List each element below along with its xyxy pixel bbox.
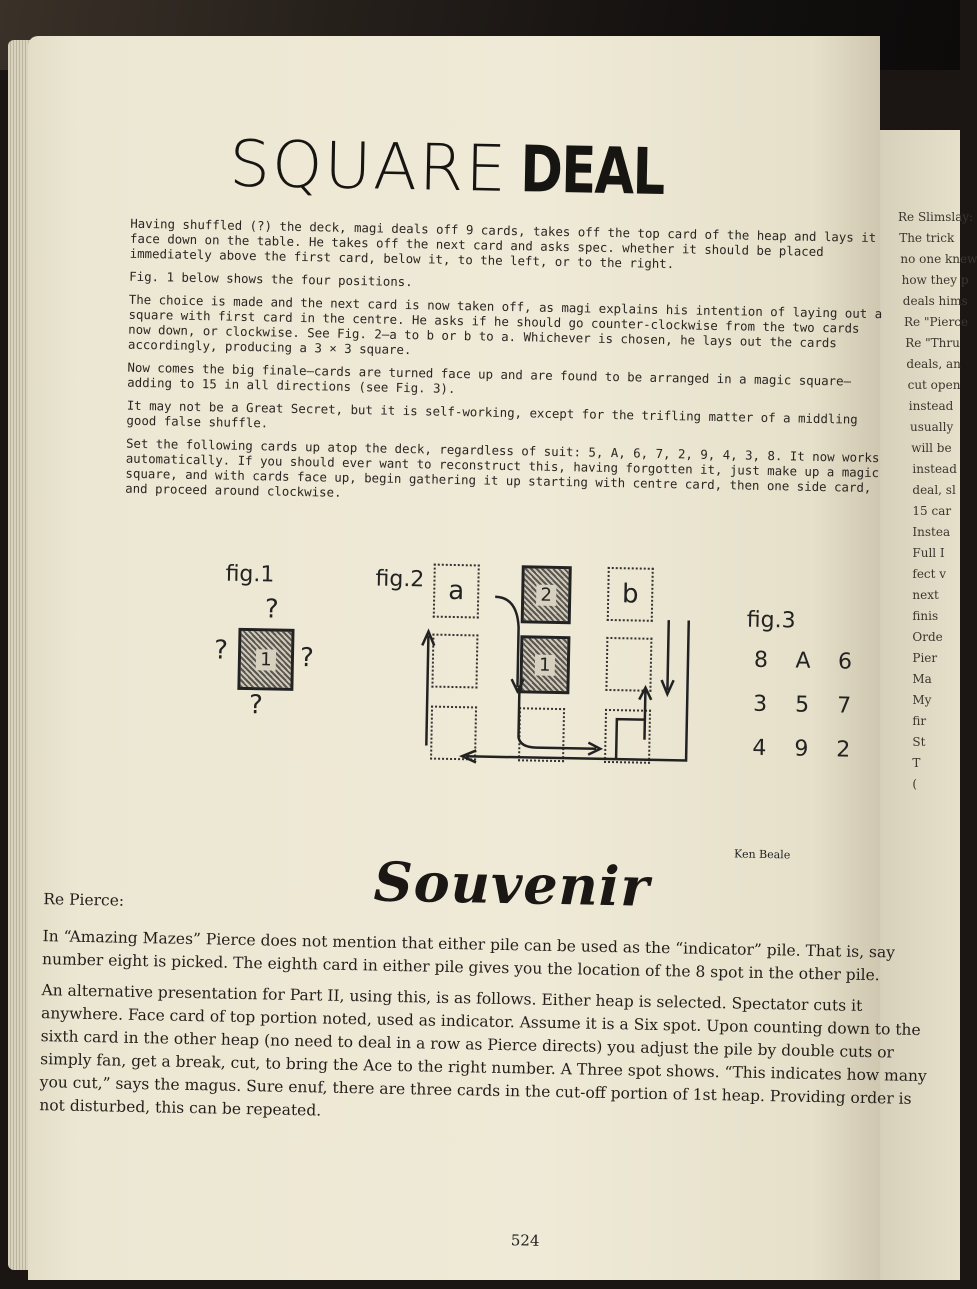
facing-page-line: St	[912, 735, 926, 749]
facing-page-line: usually	[910, 420, 954, 434]
facing-page-line: Orde	[912, 630, 943, 644]
facing-page-line: Ma	[912, 672, 932, 686]
magic-square-cell: 6	[837, 649, 853, 675]
fig2-arrows	[395, 555, 700, 801]
facing-page-line: Full I	[912, 546, 945, 560]
facing-page-line: deals hims	[902, 294, 968, 308]
article-body	[125, 216, 890, 519]
paragraph: In “Amazing Mazes” Pierce does not mention that either pile can be used as the “indicator” pile. That is, say number eight is picked. The eighth card in either pile gives you the location of the 8 spot in the other pile.	[41, 927, 896, 985]
facing-page-line: will be	[911, 441, 952, 455]
paragraph: Set the following cards up atop the deck, regardless of suit: 5, A, 6, 7, 2, 9, 4, 3, 8. It now works automatically. If you should ever want to reconstruct this, having forgotten it, just make up a magic square, and with cards face up, begin gathering it up starting with centre card, then one side card, and proceed around clockwise.	[125, 435, 880, 500]
facing-page-line: deals, an	[906, 357, 961, 371]
card-number: 2	[536, 584, 556, 605]
facing-page-line: fect v	[912, 567, 947, 581]
arrow-bottom	[518, 687, 597, 748]
question-mark-bottom: ?	[248, 690, 264, 721]
label-b: b	[621, 579, 639, 610]
facing-page-line: My	[912, 693, 932, 707]
magic-square-row	[747, 648, 858, 694]
magic-square-cell: 4	[752, 735, 767, 762]
paragraph: Fig. 1 below shows the four positions.	[129, 268, 413, 290]
magic-square	[746, 648, 859, 782]
magic-square-row	[747, 692, 858, 738]
souvenir-title: Souvenir	[373, 849, 651, 919]
facing-page-line: Pier	[912, 651, 938, 665]
arrow-a-down	[493, 597, 519, 687]
page-number: 524	[510, 1231, 540, 1250]
paragraph: The choice is made and the next card is now taken off, as magi explains his intention of laying out a square with first card in the centre. He asks if he should go counter-clockwise from the two cards now down, or clockwise. See Fig. 2—a to b or b to a. Whichever is chosen, he lays out the cards accordingly, producing a 3 × 3 square.	[127, 291, 883, 358]
facing-page-line: how they p	[901, 273, 969, 287]
facing-page-line: Instea	[912, 525, 951, 539]
magic-square-cell: 2	[836, 737, 851, 763]
paragraph: Now comes the big finale—cards are turned face up and are found to be arranged in a magic square—adding to 15 in all directions (see Fig. 3).	[127, 359, 852, 396]
fig3-label: fig.3	[746, 607, 796, 634]
facing-page-line: next	[912, 588, 939, 602]
label-a: a	[448, 575, 465, 607]
facing-page-line: T	[912, 756, 921, 770]
arrow-center-up	[644, 690, 645, 740]
fig1-label: fig.1	[225, 561, 275, 588]
paragraph: Having shuffled (?) the deck, magi deals off 9 cards, takes off the top card of the heap and lays it face down on the table. He takes off the next card and asks spec. whether it should be placed immediately above the first card, below it, to the left, or to the right.	[129, 215, 877, 272]
arrow-link	[616, 719, 645, 760]
magic-square-cell: 8	[753, 647, 769, 674]
paragraph: It may not be a Great Secret, but it is self-working, except for the trifling matter of a middling good false shuffle.	[126, 397, 858, 431]
magic-square-cell: 7	[836, 693, 852, 719]
facing-page-line: The trick	[899, 231, 955, 245]
magic-square-cell: A	[795, 648, 811, 674]
card-number: 1	[256, 649, 276, 670]
question-mark-top: ?	[264, 594, 279, 625]
title-bold: DEAL	[519, 133, 664, 210]
facing-page-line: 15 car	[912, 504, 952, 518]
author-credit: Ken Beale	[733, 847, 791, 862]
salutation: Re Pierce:	[43, 890, 125, 910]
facing-page-line: deal, sl	[912, 483, 956, 497]
magic-square-cell: 5	[794, 692, 810, 718]
paragraph: An alternative presentation for Part II, using this, is as follows. Either heap is selected. Spectator cuts it anywhere. Face card of top portion noted, used as indicator. Assume it is a Six spot. Upon counting down to the sixth card in the other heap (no need to deal in a row as Pierce directs) you adjust the pile by double cuts or simply fan, get a break, cut, to bring the Ace to the right number. A Three spot shows. “This indicates how many you cut,” says the magus. Sure enuf, there are three cards in the cut-off portion of 1st heap. Providing order is not disturbed, this can be repeated.	[39, 981, 927, 1120]
article-title	[229, 128, 830, 214]
facing-page-line: Re Slimslay:	[898, 210, 974, 224]
facing-page-line: cut open	[907, 378, 961, 392]
question-mark-left: ?	[213, 635, 229, 666]
arrow-b-down	[667, 620, 668, 690]
facing-page-line: (	[912, 777, 918, 791]
facing-page-line: Re "Thru	[905, 336, 960, 350]
card-face-down	[237, 628, 294, 691]
facing-page-line: instead	[912, 462, 957, 476]
arrow-up-left	[426, 636, 428, 746]
arrow-return	[466, 616, 689, 760]
facing-page-line: finis	[912, 609, 939, 623]
souvenir-body	[39, 888, 943, 1142]
fig2-label: fig.2	[375, 566, 425, 593]
title-light: SQUARE	[228, 127, 509, 207]
magic-square-cell: 3	[752, 691, 768, 718]
magic-square-row	[746, 736, 857, 782]
facing-page-line: Re "Pierce	[904, 315, 969, 329]
card-number: 1	[535, 654, 555, 675]
facing-page-line: fir	[912, 714, 927, 728]
magic-square-cell: 9	[794, 736, 809, 762]
facing-page-line: no one knew	[900, 252, 977, 266]
facing-page-line: instead	[908, 399, 954, 413]
question-mark-right: ?	[299, 643, 315, 674]
